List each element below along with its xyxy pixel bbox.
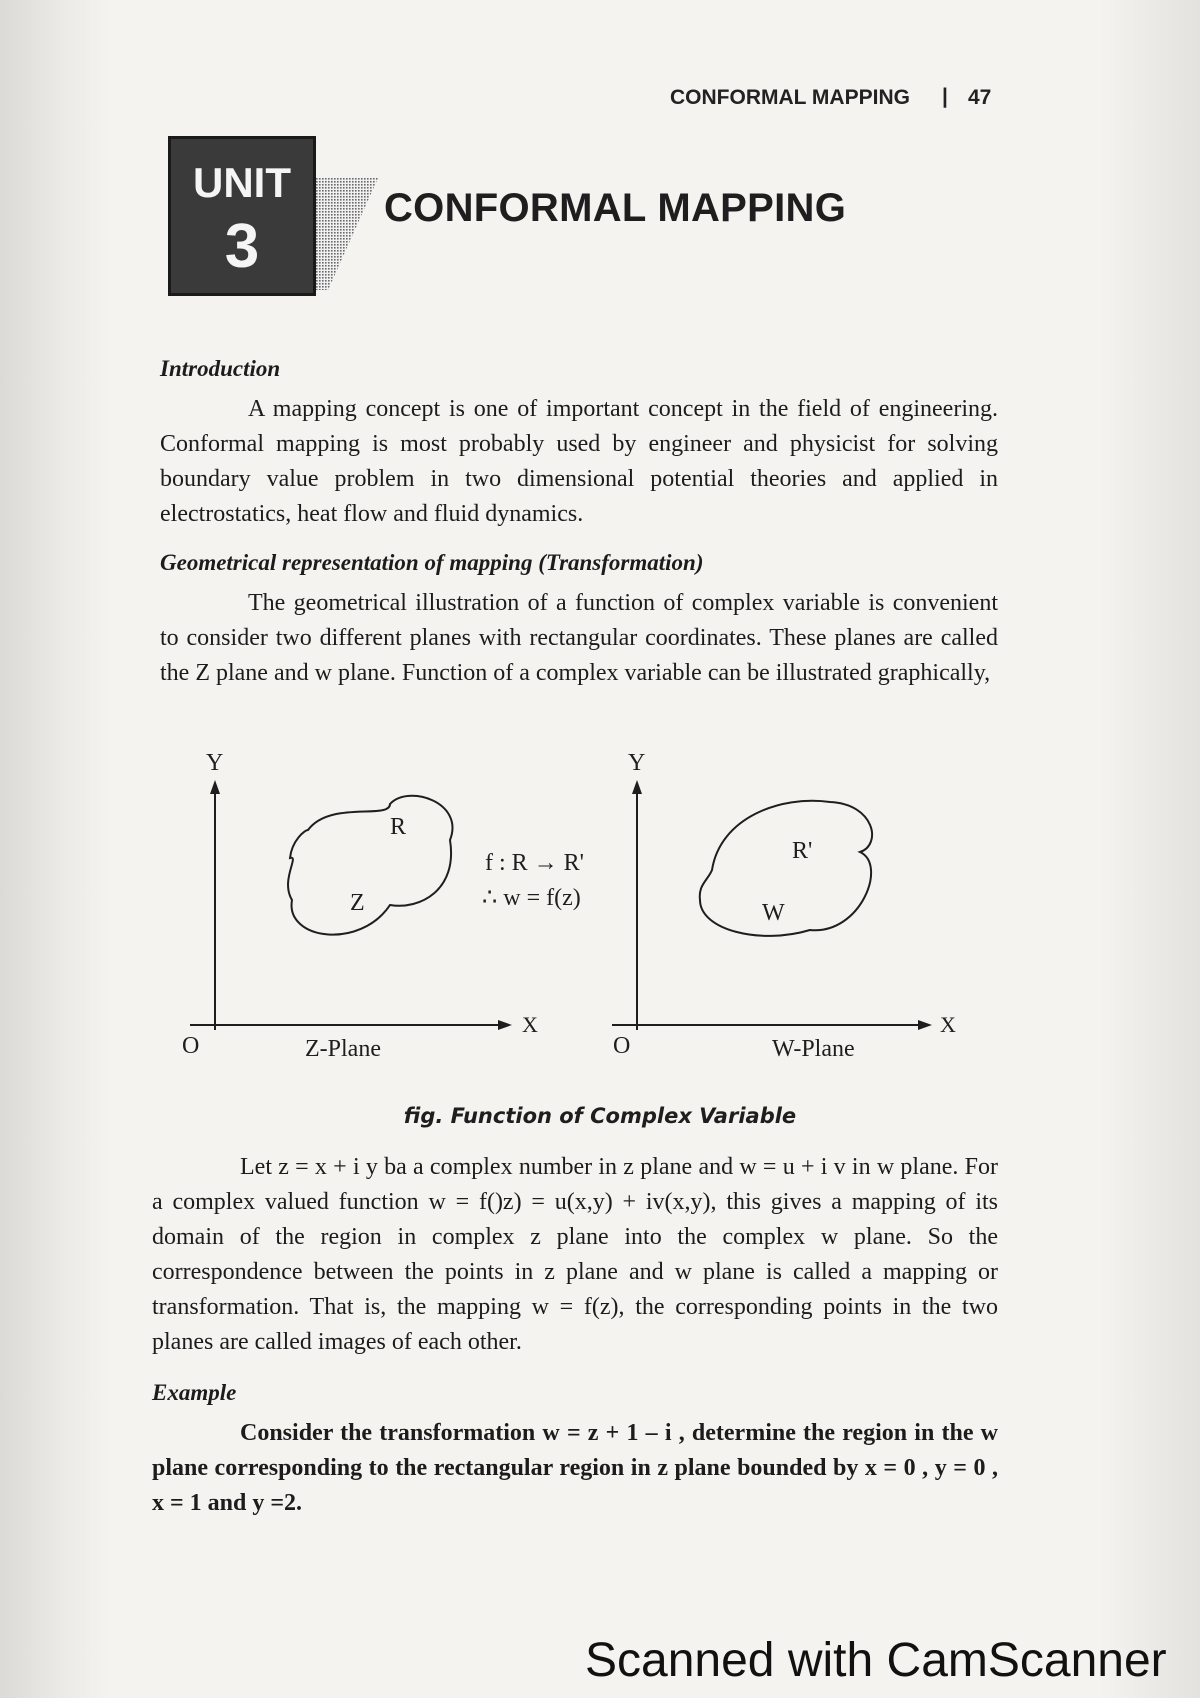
example-paragraph: [152, 1416, 998, 1521]
z-plane-x-arrow: [498, 1020, 512, 1030]
w-plane-x-arrow: [918, 1020, 932, 1030]
w-plane-origin-label: O: [613, 1033, 631, 1059]
page-edge-shadow-right: [1100, 0, 1200, 1698]
unit-stripe-decoration: [316, 178, 378, 290]
mapping-paragraph: [152, 1150, 998, 1360]
page-edge-shadow-left: [0, 0, 110, 1698]
w-plane-y-arrow: [632, 780, 642, 794]
mapping-figure: [160, 740, 960, 1070]
w-region-label: R': [792, 838, 813, 864]
introduction-paragraph: [160, 392, 998, 532]
z-plane-origin-label: O: [182, 1033, 200, 1059]
w-plane-x-label: X: [940, 1012, 956, 1037]
introduction-text: A mapping concept is one of important concept in the field of engineering. Conformal mapping is most probably used by engineer and physicist for solving boundary value problem in two dimensional potential theories and applied in electrostatics, heat flow and fluid dynamics.: [160, 396, 998, 527]
mapping-text: Let z = x + i y ba a complex number in z plane and w = u + i v in w plane. For a complex valued function w = f()z) = u(x,y) + iv(x,y), this gives a mapping of its domain of the region in complex z plane into the complex w plane. So the correspondence between the points in z plane and w plane is called a mapping or transformation. That is, the mapping w = f(z), the corresponding points in the two planes are called images of each other.: [152, 1154, 998, 1355]
example-text: Consider the transformation w = z + 1 – i , determine the region in the w plane corresponding to the rectangular region in z plane bounded by x = 0 , y = 0 , x = 1 and y =2.: [152, 1420, 998, 1516]
page-number: 47: [968, 86, 992, 109]
w-plane-label: W-Plane: [772, 1036, 855, 1062]
z-point-label: Z: [350, 890, 365, 916]
w-plane-y-label: Y: [628, 750, 646, 776]
running-header-title: CONFORMAL MAPPING: [670, 86, 910, 109]
mapping-function-text: f : R → R': [485, 850, 584, 876]
unit-number: 3: [224, 212, 260, 281]
introduction-heading: Introduction: [160, 356, 281, 381]
w-region-outline: [700, 801, 872, 936]
running-header: [660, 86, 1000, 116]
z-region-label: R: [390, 814, 407, 840]
z-region-outline: [288, 796, 452, 935]
geometrical-text: The geometrical illustration of a function of complex variable is convenient to consider two different planes with rectangular coordinates. These planes are called the Z plane and w plane. Function of a complex variable can be illustrated graphically,: [160, 590, 998, 686]
geometrical-paragraph: [160, 586, 998, 691]
running-header-separator: |: [942, 85, 948, 108]
chapter-title: CONFORMAL MAPPING: [384, 186, 847, 230]
z-plane-y-arrow: [210, 780, 220, 794]
geometrical-heading: Geometrical representation of mapping (Transformation): [160, 550, 704, 575]
example-heading: Example: [152, 1380, 237, 1405]
figure-caption: fig. Function of Complex Variable: [403, 1104, 797, 1128]
z-plane-x-label: X: [522, 1012, 538, 1037]
z-plane-y-label: Y: [206, 750, 224, 776]
unit-label: UNIT: [193, 159, 291, 206]
w-point-label: W: [762, 900, 785, 926]
mapping-equation-text: ∴ w = f(z): [482, 885, 581, 911]
unit-badge: [168, 136, 316, 296]
z-plane-label: Z-Plane: [305, 1036, 381, 1062]
camscanner-watermark: Scanned with CamScanner: [585, 1634, 1167, 1687]
